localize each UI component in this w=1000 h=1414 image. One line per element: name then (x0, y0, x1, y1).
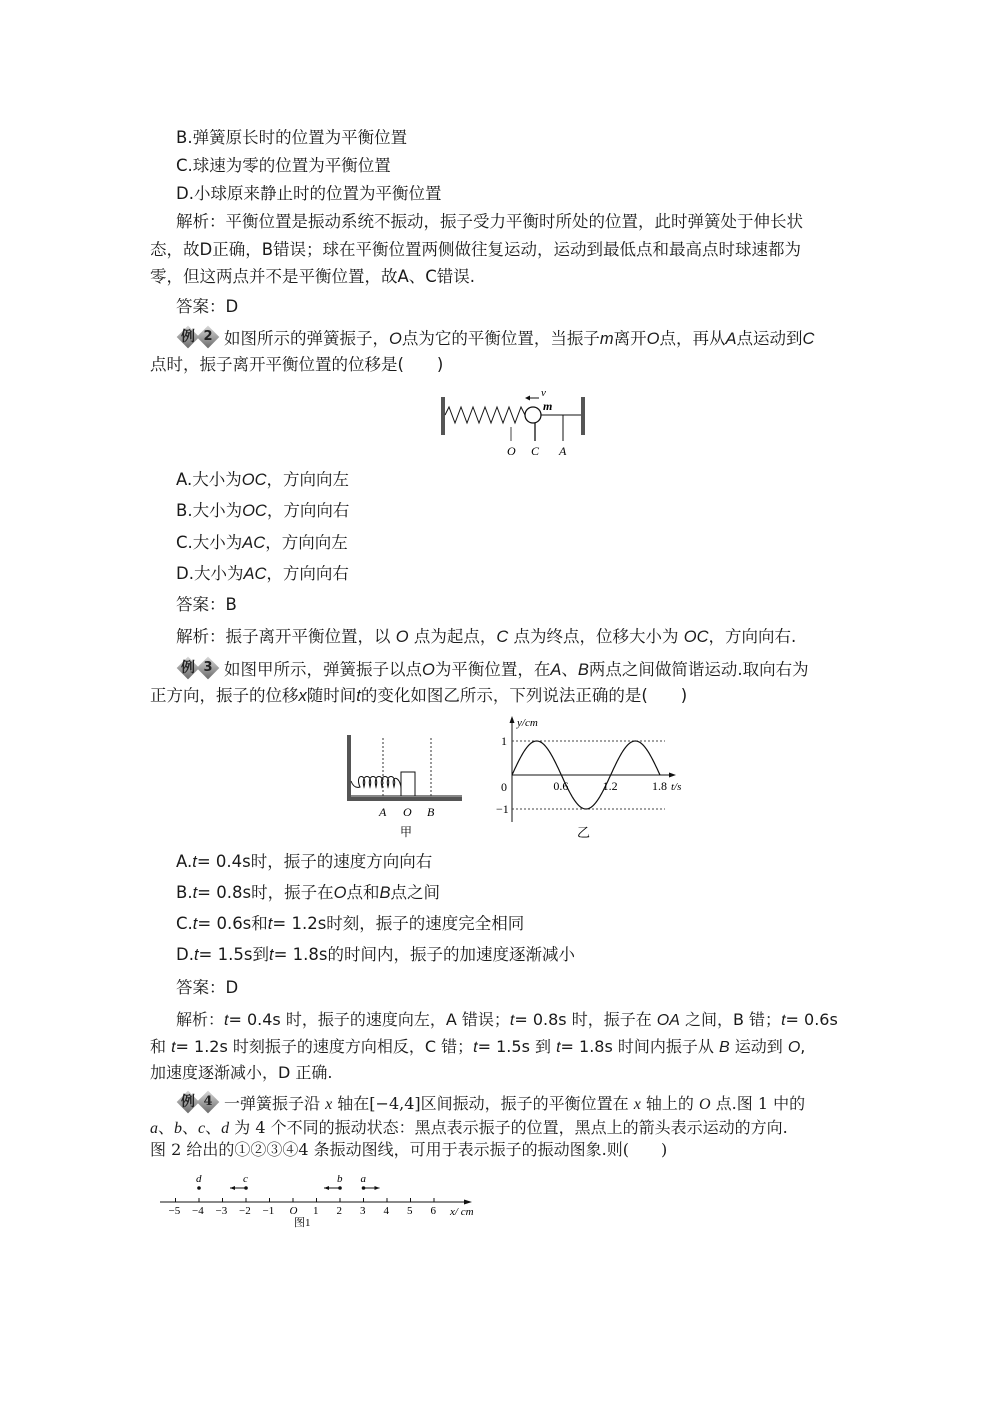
y-tick-label: 1 (501, 734, 507, 748)
text: 两点之间做简谐运动.取向右为 (588, 660, 809, 679)
floor (347, 797, 462, 801)
var-t: t (268, 946, 274, 964)
ex2-question-line2: 点时，振子离开平衡位置的位移是( ) (150, 355, 444, 374)
ex1-analysis-line1: 解析：平衡位置是振动系统不振动，振子受力平衡时所处的位置，此时弹簧处于伸长状 (176, 212, 803, 231)
spring (445, 407, 525, 423)
ex1-option-c: C.球速为零的位置为平衡位置 (176, 156, 391, 175)
text: A. (176, 852, 193, 871)
ex3-option-c (150, 914, 850, 934)
badge-number: 3 (203, 660, 213, 675)
block (401, 772, 415, 796)
var-t: t (192, 915, 198, 933)
y-axis-arrow (510, 716, 515, 723)
x-tick-label: 1.2 (602, 779, 618, 793)
ex1-analysis-line2: 态，故D正确，B错误；球在平衡位置两侧做往复运动，运动到最低点和最高点时球速都为 (150, 240, 802, 259)
var-a: a (150, 1120, 158, 1137)
text: 如图所示的弹簧振子， (224, 329, 389, 348)
text: 、 (205, 1118, 222, 1137)
text: 一弹簧振子沿 (224, 1094, 326, 1113)
text: 点.图 1 中的 (710, 1094, 806, 1113)
text: = 1.5s到 (198, 945, 269, 964)
var-seg: OC (242, 502, 267, 520)
var-c: c (198, 1120, 206, 1137)
x-axis-arrow (464, 1200, 472, 1205)
ex4-line2 (150, 1118, 850, 1139)
label-o: O (403, 805, 412, 819)
tick-label: 6 (430, 1205, 436, 1217)
arrowhead-a (375, 1186, 380, 1190)
label-a: A (559, 444, 567, 458)
tick-label: 3 (360, 1205, 366, 1217)
ex4-line1 (150, 1092, 850, 1115)
badge-label: 例 (181, 1094, 195, 1110)
point-d (197, 1186, 201, 1190)
ex3-option-b (150, 883, 850, 903)
ex3-analysis-line3: 加速度逐渐减小，D 正确. (150, 1063, 333, 1082)
right-wall (581, 397, 585, 435)
text: 轴上的 (640, 1094, 700, 1113)
ex1-option-b: B.弹簧原长时的位置为平衡位置 (176, 128, 408, 147)
var-c: C (802, 330, 815, 348)
ex2-question-line1 (150, 327, 850, 349)
var-b: b (174, 1120, 183, 1137)
label-b: B (427, 805, 435, 819)
var-t: t (781, 1012, 786, 1029)
var-t: t (193, 946, 199, 964)
ex3-question-line1 (150, 658, 850, 680)
ex4-line3: 图 2 给出的①②③④4 条振动图线，可用于表示振子的振动图象.则( ) (150, 1140, 668, 1159)
var-x: x (325, 1096, 333, 1113)
text: 、 (182, 1118, 199, 1137)
text: 点，再从 (659, 329, 726, 348)
var-t: t (356, 687, 361, 705)
var-seg: OC (241, 471, 267, 489)
ex3-analysis-line1 (150, 1010, 850, 1031)
label-o: O (507, 444, 516, 458)
example-badge (176, 1092, 222, 1112)
text: 之间，B 错； (679, 1010, 782, 1029)
text: = 0.4s时，振子的速度方向向右 (196, 852, 433, 871)
text: 如图甲所示，弹簧振子以点 (224, 660, 422, 679)
ex1-option-d: D.小球原来静止时的位置为平衡位置 (176, 184, 442, 203)
x-axis-arrow (669, 773, 676, 778)
example-badge (176, 658, 222, 678)
ex1-answer: 答案：D (176, 297, 239, 316)
ex2-option-b (150, 501, 850, 521)
text: 点为终点，位移大小为 (508, 627, 684, 646)
badge-label: 例 (181, 660, 195, 676)
text: 、 (158, 1118, 175, 1137)
caption-jia: 甲 (400, 825, 413, 839)
var-b: B (718, 1039, 730, 1056)
var-t: t (473, 1039, 478, 1056)
text: B. (176, 883, 193, 902)
badge-label: 例 (181, 329, 195, 345)
text: = 1.2s 时刻振子的速度方向相反，C 错； (175, 1037, 474, 1056)
text: C. (176, 914, 193, 933)
text: = 1.2s时刻，振子的速度完全相同 (272, 914, 525, 933)
ex2-answer: 答案：B (176, 595, 237, 614)
ex1-analysis-line3: 零，但这两点并不是平衡位置，故A、C错误. (150, 267, 476, 286)
example-badge (176, 327, 222, 347)
text: ，方向向左 (265, 533, 348, 552)
x-tick-label: 1.8 (652, 779, 667, 793)
figure-1-number-line (150, 1162, 490, 1228)
coil-spring (351, 777, 401, 792)
var-o: O (646, 330, 660, 348)
label-a: A (379, 805, 387, 819)
ex2-option-a (150, 470, 850, 490)
text: = 0.6s和 (197, 914, 268, 933)
text: = 1.5s 到 (477, 1037, 557, 1056)
tick-label: 4 (383, 1205, 389, 1217)
y-tick-label: 0 (501, 780, 507, 794)
tick-label: 1 (313, 1205, 319, 1217)
text: 的变化如图乙所示，下列说法正确的是( ) (360, 686, 688, 705)
text: A.大小为 (176, 470, 242, 489)
tick-label: −1 (262, 1205, 275, 1217)
badge-number: 4 (203, 1094, 213, 1109)
var-o: O (389, 330, 402, 348)
velocity-label: v (541, 387, 546, 399)
text: 轴在[−4,4]区间振动，振子的平衡位置在 (332, 1094, 634, 1113)
text: 离开 (613, 329, 647, 348)
text: = 1.8s 时间内振子从 (560, 1037, 719, 1056)
var-b: B (379, 884, 391, 902)
y-tick-label: −1 (496, 802, 509, 816)
text: ，方向向右 (266, 564, 349, 583)
tick-label: 2 (336, 1205, 342, 1217)
text: 点之间 (390, 883, 440, 902)
var-t: t (509, 1012, 515, 1029)
text: 为平衡位置，在 (434, 660, 551, 679)
text: B.大小为 (176, 501, 243, 520)
text: = 0.8s 时，振子在 (514, 1010, 657, 1029)
var-d: d (221, 1120, 230, 1137)
text: = 0.6s (785, 1010, 838, 1029)
var-o: O (422, 661, 435, 679)
arrowhead (525, 396, 530, 401)
ex2-option-d (150, 564, 850, 584)
tick-label: −5 (168, 1205, 181, 1217)
tick-label: −2 (239, 1205, 251, 1217)
text: 解析：振子离开平衡位置，以 (176, 627, 396, 646)
var-oa: OA (656, 1012, 680, 1029)
var-o: O (395, 628, 409, 646)
left-wall (441, 397, 445, 435)
text: , (800, 1037, 806, 1056)
var-x: x (298, 687, 307, 705)
chart-caption: 乙 (577, 825, 591, 840)
var-c: C (496, 628, 509, 646)
text: 正方向，振子的位移 (150, 686, 299, 705)
text: 点为它的平衡位置，当振子 (401, 329, 600, 348)
var-t: t (192, 884, 198, 902)
var-a: A (550, 661, 562, 679)
text: 随时间 (306, 686, 357, 705)
spring-oscillator-figure (435, 385, 590, 460)
mass-label: m (543, 399, 553, 413)
figure-caption: 图1 (294, 1217, 311, 1228)
text: D.大小为 (176, 564, 244, 583)
var-t: t (224, 1012, 229, 1029)
x-axis-label: t/s (671, 781, 682, 793)
ex3-question-line2 (150, 686, 850, 706)
text: = 0.4s 时，振子的速度向左，A 错误； (228, 1010, 510, 1029)
mass-ball (525, 407, 541, 423)
var-a: A (725, 330, 737, 348)
ex2-option-c (150, 533, 850, 553)
arrowhead-b (324, 1186, 329, 1190)
y-axis-label: y/cm (517, 717, 538, 729)
badge-number: 2 (203, 329, 213, 344)
var-seg: AC (243, 565, 267, 583)
var-t: t (192, 853, 197, 871)
x-axis-label: x/ cm (450, 1206, 474, 1218)
point-label-d: d (196, 1173, 202, 1185)
var-t: t (267, 915, 273, 933)
point-label-c: c (243, 1173, 248, 1185)
text: = 0.8s时，振子在 (197, 883, 334, 902)
text: 为 4 个不同的振动状态：黑点表示振子的位置，黑点上的箭头表示运动的方向. (229, 1118, 788, 1137)
text: 、 (561, 660, 578, 679)
var-o: O (333, 884, 347, 902)
ex3-answer: 答案：D (176, 978, 239, 997)
tick-label: 5 (407, 1205, 413, 1217)
text: = 1.8s的时间内，振子的加速度逐渐减小 (273, 945, 575, 964)
text: 点为起点， (408, 627, 497, 646)
ex2-analysis (150, 627, 850, 647)
figure-jia (340, 715, 480, 840)
text: 解析： (176, 1010, 225, 1029)
left-wall (347, 735, 351, 800)
var-x: x (633, 1096, 641, 1113)
text: 点运动到 (736, 329, 803, 348)
var-seg: AC (242, 534, 266, 552)
ex3-option-a (150, 852, 850, 872)
point-label-a: a (360, 1173, 366, 1185)
text: ，方向向右. (708, 627, 797, 646)
ex3-option-d (150, 945, 850, 965)
var-t: t (171, 1039, 176, 1056)
figure-yi-chart (490, 710, 690, 840)
var-oc: OC (683, 628, 709, 646)
text: ，方向向右 (266, 501, 350, 520)
text: 点和 (346, 883, 380, 902)
var-b: B (577, 661, 589, 679)
tick-label: −3 (215, 1205, 228, 1217)
text: D. (176, 945, 194, 964)
var-o: O (787, 1039, 801, 1056)
tick-label: −4 (192, 1205, 204, 1217)
tick-label: O (289, 1205, 298, 1217)
text: C.大小为 (176, 533, 243, 552)
label-c: C (531, 444, 540, 458)
point-label-b: b (337, 1173, 343, 1185)
arrowhead-c (230, 1186, 235, 1190)
var-t: t (556, 1039, 561, 1056)
ex3-analysis-line2 (150, 1037, 850, 1058)
x-tick-label: 0.6 (553, 779, 569, 793)
text: ，方向向左 (266, 470, 349, 489)
var-m: m (599, 330, 614, 348)
var-o: O (699, 1096, 711, 1113)
text: 和 (150, 1037, 172, 1056)
text: 运动到 (729, 1037, 788, 1056)
